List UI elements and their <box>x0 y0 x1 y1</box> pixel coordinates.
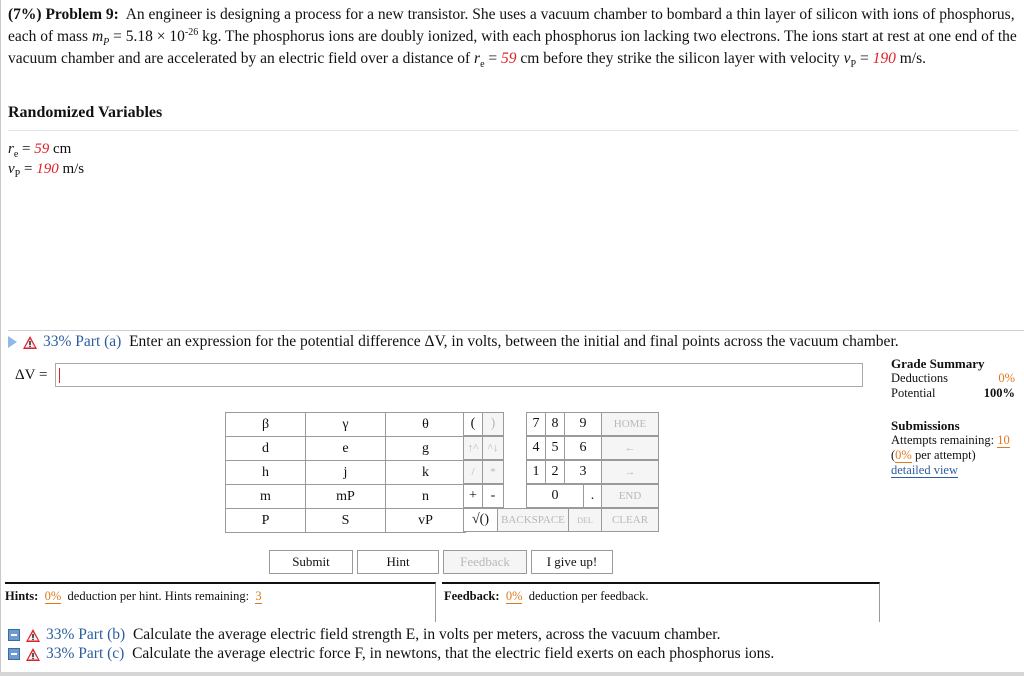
key-5[interactable]: 5 <box>545 436 565 460</box>
key-right[interactable]: → <box>601 460 659 484</box>
feedback-button[interactable]: Feedback <box>443 550 527 574</box>
key-4[interactable]: 4 <box>526 436 546 460</box>
key-s[interactable]: S <box>306 509 386 533</box>
part-b-header[interactable]: 33% Part (b) Calculate the average electric field strength E, in volts per meters, across the vacuum chamber. <box>8 626 720 644</box>
key-minus[interactable]: - <box>482 484 504 508</box>
key-2[interactable]: 2 <box>545 460 565 484</box>
key-8[interactable]: 8 <box>545 412 565 436</box>
key-k[interactable]: k <box>386 461 466 485</box>
key-g[interactable]: g <box>386 437 466 461</box>
hint-button[interactable]: Hint <box>357 550 439 574</box>
key-h[interactable]: h <box>226 461 306 485</box>
part-a-header: 33% Part (a) Enter an expression for the potential difference ΔV, in volts, between the initial and final points across the vacuum chamber. <box>8 333 899 351</box>
key-j[interactable]: j <box>306 461 386 485</box>
key-close-paren[interactable]: ) <box>482 412 504 436</box>
give-up-button[interactable]: I give up! <box>531 550 613 574</box>
warning-icon <box>26 629 40 642</box>
key-vp[interactable]: vP <box>386 509 466 533</box>
randomized-vp: $v_P = 190$ m/s <box>8 161 85 180</box>
submit-button[interactable]: Submit <box>269 550 353 574</box>
key-up-caret[interactable]: ↑^ <box>463 436 483 460</box>
key-3[interactable]: 3 <box>564 460 602 484</box>
vp-value: 190 <box>872 50 896 67</box>
key-plus[interactable]: + <box>463 484 483 508</box>
key-left[interactable]: ← <box>601 436 659 460</box>
key-dot[interactable]: . <box>583 484 602 508</box>
feedback-panel: Feedback: 0% deduction per feedback. <box>442 582 880 622</box>
expand-arrow-icon[interactable] <box>8 336 17 348</box>
randomized-variables-title: Randomized Variables <box>8 104 163 121</box>
randomized-re: $r_e = 59$ cm <box>8 141 72 160</box>
hints-panel: Hints: 0% deduction per hint. Hints remaining: 3 <box>5 582 436 622</box>
key-beta[interactable]: β <box>226 413 306 437</box>
key-n[interactable]: n <box>386 485 466 509</box>
key-d[interactable]: d <box>226 437 306 461</box>
key-gamma[interactable]: γ <box>306 413 386 437</box>
divider <box>8 130 1018 131</box>
key-6[interactable]: 6 <box>564 436 602 460</box>
key-7[interactable]: 7 <box>526 412 546 436</box>
problem-statement: (7%) Problem 9: An engineer is designing a process for a new transistor. She uses a vacuum chamber to bombard a thin layer of silicon with ions of phosphorus, each of mass $m_P = 5.18 \times 10^{-26}$ kg. The phosphorus ions are doubly ionized, with each phosphorus ion lacking two electrons. The ions start at rest at one end of the vacuum chamber and are accelerated by an electric field over a distance of $r_e = 59$ cm before they strike the silicon layer with velocity $v_P = 190$ m/s. <box>8 6 1017 71</box>
divider <box>0 672 1024 676</box>
re-value: 59 <box>501 50 517 67</box>
key-9[interactable]: 9 <box>564 412 602 436</box>
part-c-header[interactable]: 33% Part (c) Calculate the average electric force F, in newtons, that the electric field exerts on each phosphorus ions. <box>8 645 774 663</box>
key-divide[interactable]: / <box>463 460 483 484</box>
key-del[interactable]: DEL <box>568 508 602 532</box>
key-theta[interactable]: θ <box>386 413 466 437</box>
warning-icon <box>26 648 40 661</box>
problem-number: (7%) Problem 9: <box>8 6 119 23</box>
key-clear[interactable]: CLEAR <box>601 508 659 532</box>
key-backspace[interactable]: BACKSPACE <box>497 508 569 532</box>
submissions-panel: Submissions Attempts remaining: 10 (0% per attempt) detailed view <box>891 418 1010 477</box>
text-caret <box>59 368 60 383</box>
key-sqrt[interactable]: √() <box>463 508 498 532</box>
key-multiply[interactable]: * <box>482 460 504 484</box>
key-open-paren[interactable]: ( <box>463 412 483 436</box>
warning-icon <box>23 336 37 349</box>
variable-keypad <box>225 412 466 533</box>
key-mp[interactable]: mP <box>306 485 386 509</box>
answer-label: ΔV = <box>15 367 48 383</box>
key-p[interactable]: P <box>226 509 306 533</box>
divider <box>8 330 1024 331</box>
key-down-caret[interactable]: ^↓ <box>482 436 504 460</box>
grade-summary: Grade Summary Deductions 0% Potential 100% <box>891 356 1015 400</box>
key-home[interactable]: HOME <box>601 412 659 436</box>
key-m[interactable]: m <box>226 485 306 509</box>
key-0[interactable]: 0 <box>526 484 584 508</box>
expand-icon[interactable] <box>8 648 20 660</box>
detailed-view-link[interactable]: detailed view <box>891 463 958 477</box>
key-end[interactable]: END <box>601 484 659 508</box>
answer-input[interactable] <box>55 363 863 387</box>
key-1[interactable]: 1 <box>526 460 546 484</box>
key-e[interactable]: e <box>306 437 386 461</box>
expand-icon[interactable] <box>8 629 20 641</box>
